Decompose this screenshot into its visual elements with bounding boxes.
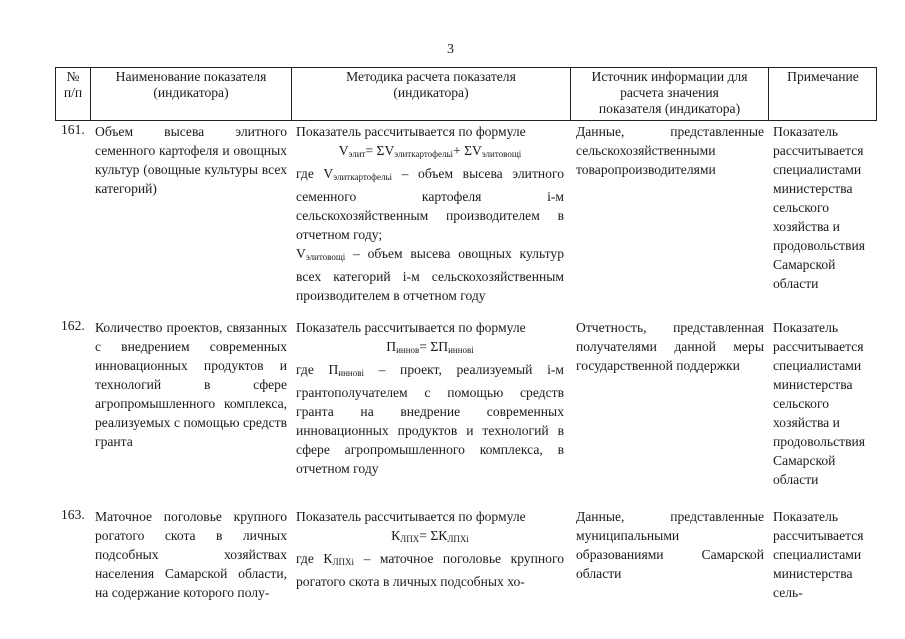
header-note: Примечание xyxy=(787,69,859,84)
row-number: 162. xyxy=(61,318,85,333)
formula: $К_{ЛПХ}= \Sigma К_{ЛПХi}$ xyxy=(391,528,469,544)
calculation-method: Показатель рассчитывается по формуле $П_{иннов}= \Sigma П_{инновi}$ где $П_{инновi}$ – проект, реализуемый i-м грантополучателем с помощью средств гранта на внедрение современных инновационных продуктов и технологий в сфере агропромышленного комплекса, в отчетном году xyxy=(296,320,564,476)
indicator-name: Объем высева элитного семенного картофеля и овощных культур (овощные культуры всех категорий) xyxy=(95,124,287,196)
header-method: Методика расчета показателя (индикатора) xyxy=(346,69,516,100)
note: Показатель рассчитывается специалистами министерства сельского хозяйства и продовольствия Самарской области xyxy=(773,124,866,291)
header-source: Источник информации для расчета значения показателя (индикатора) xyxy=(591,69,748,116)
note: Показатель рассчитывается специалистами министерства сельского хозяйства и продовольствия Самарской области xyxy=(773,320,866,487)
indicator-name: Количество проектов, связанных с внедрением современных инновационных продуктов и технологий в сфере агропромышленного комплекса, реализуемых с помощью средств гранта xyxy=(95,320,287,449)
note: Показатель рассчитывается специалистами министерства сель- xyxy=(773,509,864,600)
calculation-method: Показатель рассчитывается по формуле $V_{элит}= \Sigma V_{элиткартофельi}+ \Sigma V_{элитовощi}$ где $V_{элиткартофельi}$ – объем высева элитного семенного картофеля i-м сельскохозяйственным производителем в отчетном году; $V_{элитовощi}$ – объем высева овощных культур всех категорий i-м сельскохозяйственным производителем в отчетном году xyxy=(296,124,564,303)
formula: $П_{иннов}= \Sigma П_{инновi}$ xyxy=(386,339,474,355)
header-name: Наименование показателя (индикатора) xyxy=(115,69,267,100)
indicator-name: Маточное поголовье крупного рогатого скота в личных подсобных хозяйствах населения Самарской области, на содержание которого полу- xyxy=(95,509,287,600)
information-source: Данные, представленные сельскохозяйственными товаропроизводителями xyxy=(576,124,764,177)
calculation-method: Показатель рассчитывается по формуле $К_{ЛПХ}= \Sigma К_{ЛПХi}$ где $К_{ЛПХi}$ – маточное поголовье крупного рогатого скота в личных подсобных хо- xyxy=(296,509,564,589)
header-num: № п/п xyxy=(63,69,83,100)
row-number: 163. xyxy=(61,507,85,522)
information-source: Данные, представленные муниципальными образованиями Самарской области xyxy=(576,509,764,581)
row-number: 161. xyxy=(61,122,85,137)
formula: $V_{элит}= \Sigma V_{элиткартофельi}+ \Sigma V_{элитовощi}$ xyxy=(338,143,522,159)
information-source: Отчетность, представленная получателями данной меры государственной поддержки xyxy=(576,320,764,373)
page-number: 3 xyxy=(447,42,454,57)
